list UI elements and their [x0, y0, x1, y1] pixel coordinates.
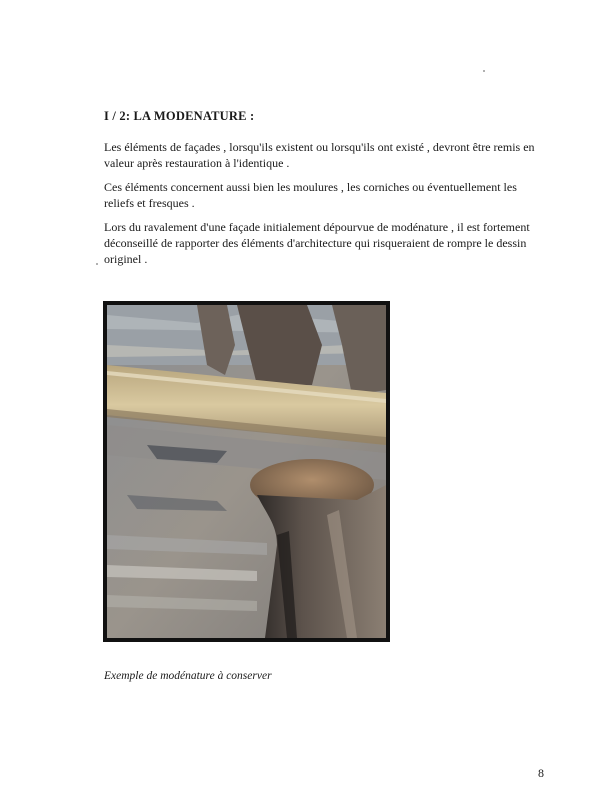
paragraph-ravalement: Lors du ravalement d'une façade initialement dépourvue de modénature , il est fortement déconseillé de rapporter des éléments d'architecture qui risqueraient de rompre le dessin originel .: [104, 220, 530, 266]
scan-speck: [96, 263, 98, 265]
photo-caption: Exemple de modénature à conserver: [104, 670, 272, 682]
section-heading: I / 2: LA MODENATURE :: [104, 109, 255, 123]
modenature-photo: [103, 301, 390, 642]
stone-texture-illustration: [107, 305, 386, 638]
paragraph-facade-elements: Les éléments de façades , lorsqu'ils existent ou lorsqu'ils ont existé , devront être remis en valeur après restauration à l'identique .: [104, 140, 535, 170]
paragraph-moulures: Ces éléments concernent aussi bien les moulures , les corniches ou éventuellement les reliefs et fresques .: [104, 180, 517, 210]
scan-speck: [483, 70, 485, 72]
page-number: 8: [538, 766, 544, 780]
